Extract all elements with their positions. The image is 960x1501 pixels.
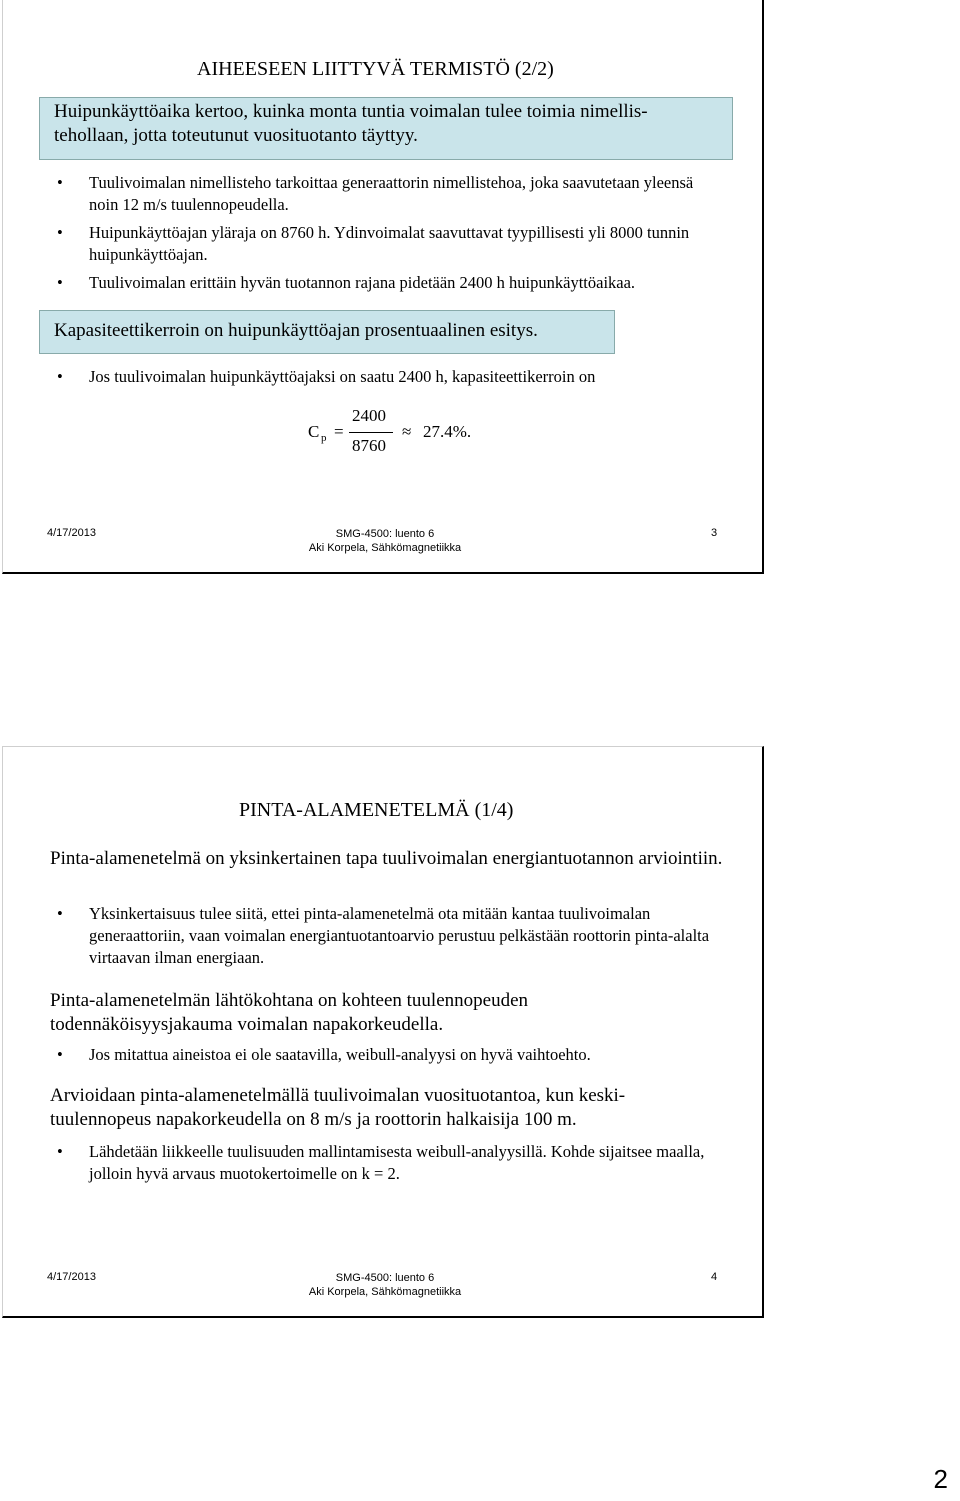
paragraph: Arvioidaan pinta-alamenetelmällä tuulivoimalan vuosituotantoa, kun keski-tuulennopeus napakorkeudella on 8 m/s ja roottorin halkaisija 100 m. <box>50 1085 626 1130</box>
footer-date: 4/17/2013 <box>47 1271 96 1283</box>
bullet-icon: • <box>57 367 63 386</box>
list-item: • Tuulivoimalan nimellisteho tarkoittaa generaattorin nimellistehoa, joka saavutetaan yleensä noin 12 m/s tuulennopeudella. <box>57 173 694 214</box>
bullet-list <box>57 903 717 975</box>
slide-3 <box>2 0 764 574</box>
bullet-list <box>57 172 707 300</box>
bullet-icon: • <box>57 904 63 923</box>
bullet-icon: • <box>57 223 63 242</box>
slide-4 <box>2 746 764 1318</box>
definition-box: Huipunkäyttöaika kertoo, kuinka monta tuntia voimalan tulee toimia nimellis-tehollaan, jotta toteutunut vuosituotanto täyttyy. <box>39 97 733 160</box>
slide-number: 3 <box>711 527 718 539</box>
bullet-icon: • <box>57 1142 63 1161</box>
bullet-list <box>57 1044 717 1072</box>
page-number: 2 <box>933 1464 948 1494</box>
paragraph: Pinta-alamenetelmä on yksinkertainen tapa tuulivoimalan energiantuotannon arviointiin. <box>50 848 723 869</box>
definition-box: Kapasiteettikerroin on huipunkäyttöajan prosentuaalinen esitys. <box>39 310 615 354</box>
slide-title: PINTA-ALAMENETELMÄ (1/4) <box>239 799 514 821</box>
bullet-icon: • <box>57 173 63 192</box>
list-item: • Huipunkäyttöajan yläraja on 8760 h. Ydinvoimalat saavuttavat tyypillisesti yli 8000 tunnin huipunkäyttöajan. <box>57 223 690 264</box>
fraction-bar <box>349 432 393 433</box>
list-item: • Yksinkertaisuus tulee siitä, ettei pinta-alamenetelmä ota mitään kantaa tuulivoimalan generaattoriin, vaan voimalan energiantuotantoarvio perustuu pelkästään roottorin pinta-alalta virtaavan ilman energiaan. <box>57 904 710 967</box>
paragraph: Pinta-alamenetelmän lähtökohtana on kohteen tuulennopeuden todennäköisyysjakauma voimalan napakorkeudella. <box>50 990 529 1035</box>
list-item: • Jos mitattua aineistoa ei ole saatavilla, weibull-analyysi on hyvä vaihtoehto. <box>57 1045 591 1064</box>
bullet-icon: • <box>57 273 63 292</box>
bullet-list <box>57 366 717 394</box>
bullet-icon: • <box>57 1045 63 1064</box>
list-item: • Tuulivoimalan erittäin hyvän tuotannon rajana pidetään 2400 h huipunkäyttöaikaa. <box>57 273 636 292</box>
footer-course: SMG-4500: luento 6 Aki Korpela, Sähkömagnetiikka <box>308 528 462 554</box>
slide-number: 4 <box>711 1271 718 1283</box>
list-item: • Jos tuulivoimalan huipunkäyttöajaksi on saatu 2400 h, kapasiteettikerroin on <box>57 367 596 386</box>
footer-date: 4/17/2013 <box>47 527 96 539</box>
bullet-list <box>57 1141 717 1191</box>
capacity-factor-formula: C p = 2400 8760 ≈ 27.4%. <box>308 406 472 455</box>
footer-course: SMG-4500: luento 6 Aki Korpela, Sähkömagnetiikka <box>308 1272 462 1298</box>
slide-title: AIHEESEEN LIITTYVÄ TERMISTÖ (2/2) <box>197 58 554 80</box>
list-item: • Lähdetään liikkeelle tuulisuuden mallintamisesta weibull-analyysillä. Kohde sijaitsee maalla, jolloin hyvä arvaus muotokertoimelle on k = 2. <box>57 1142 705 1183</box>
